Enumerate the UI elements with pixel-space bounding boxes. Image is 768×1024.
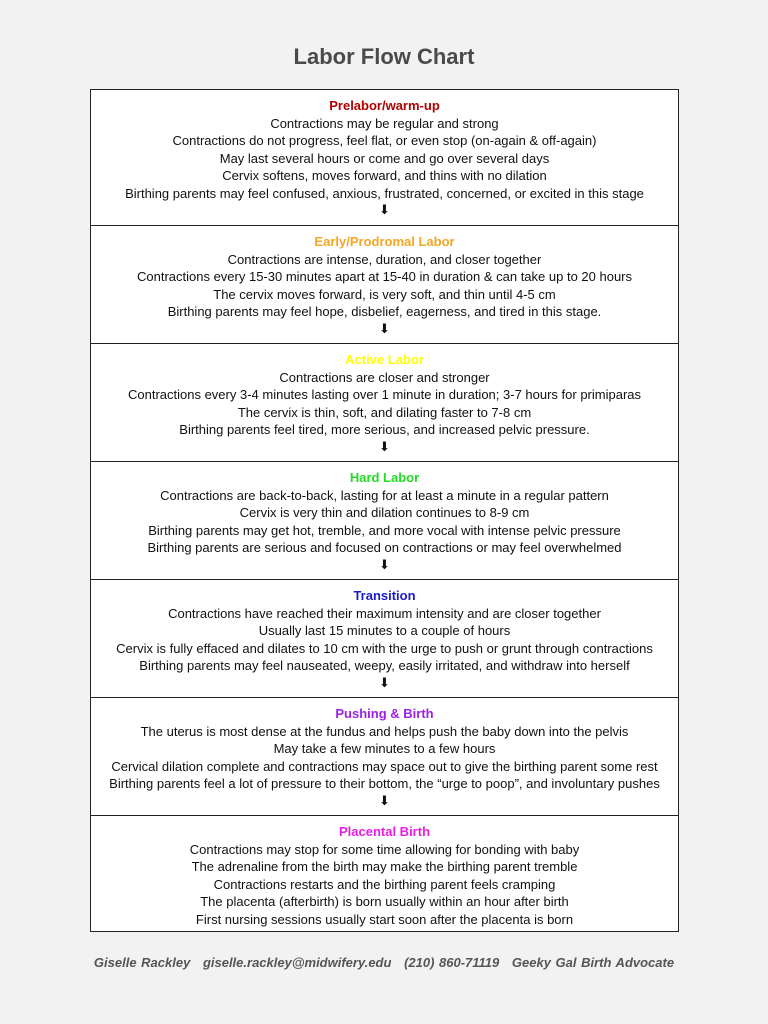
stage-line: Contractions are closer and stronger [279,369,490,385]
down-arrow-icon: ⬇ [379,792,390,808]
stage-line: Birthing parents feel tired, more serious, and increased pelvic pressure. [179,422,590,437]
stage-line: Cervix softens, moves forward, and thins with no dilation [222,168,547,183]
author-email: giselle.rackley@midwifery.edu [202,955,392,970]
stage-hard-labor [91,462,678,580]
down-arrow-icon: ⬇ [379,320,390,336]
page-title: Labor Flow Chart [293,44,475,69]
stage-title: Placental Birth [338,824,431,839]
stage-title: Hard Labor [349,470,420,485]
stage-title: Early/Prodromal Labor [314,234,455,249]
stage-title: Transition [353,588,416,603]
stage-line: Contractions restarts and the birthing parent feels cramping [213,876,556,892]
stage-line: Contractions are intense, duration, and closer together [227,251,542,267]
stage-line: Birthing parents may get hot, tremble, and more vocal with intense pelvic pressure [148,522,621,538]
stage-line: May last several hours or come and go over several days [219,150,550,166]
stage-line: The placenta (afterbirth) is born usually within an hour after birth [200,894,569,909]
stage-prelabor [91,90,678,226]
stage-line: Birthing parents may feel hope, disbelief, eagerness, and tired in this stage. [167,304,602,319]
stage-line: The uterus is most dense at the fundus and helps push the baby down into the pelvis [140,723,629,739]
down-arrow-icon: ⬇ [379,556,390,572]
stage-line: Contractions are back-to-back, lasting for at least a minute in a regular pattern [160,487,609,503]
stage-title: Prelabor/warm-up [329,98,440,113]
footer [0,955,768,970]
stage-placental-birth [91,816,678,931]
stage-title: Pushing & Birth [335,706,434,721]
stage-line: Birthing parents may feel nauseated, weepy, easily irritated, and withdraw into herself [139,658,630,673]
stage-line: The cervix is thin, soft, and dilating faster to 7-8 cm [237,404,532,420]
stage-line: First nursing sessions usually start soon after the placenta is born [195,911,574,927]
stage-title: Active Labor [345,352,424,367]
labor-flow-chart [90,89,679,932]
down-arrow-icon: ⬇ [379,202,390,217]
stage-line: Cervical dilation complete and contractions may space out to give the birthing parent some rest [111,758,658,774]
stage-line: Contractions may be regular and strong [270,115,499,131]
stage-early-labor [91,226,678,344]
stage-line: Contractions every 15-30 minutes apart at 15-40 in duration & can take up to 20 hours [136,269,632,284]
stage-line: May take a few minutes to a few hours [273,741,496,756]
stage-line: Birthing parents feel a lot of pressure to their bottom, the “urge to poop”, and involuntary pushes [109,776,660,791]
stage-pushing-birth [91,698,678,816]
stage-line: Birthing parents are serious and focused on contractions or may feel overwhelmed [147,540,622,555]
author-phone: (210) 860-71119 [404,955,500,970]
stage-line: Cervix is fully effaced and dilates to 10 cm with the urge to push or grunt through contractions [116,640,653,656]
stage-active-labor [91,344,678,462]
author-tagline: Geeky Gal Birth Advocate [511,955,675,970]
stage-line: Cervix is very thin and dilation continues to 8-9 cm [239,505,530,520]
stage-line: The cervix moves forward, is very soft, and thin until 4-5 cm [213,286,556,302]
stage-transition [91,580,678,698]
author-name: Giselle Rackley [93,955,191,970]
stage-line: Birthing parents may feel confused, anxious, frustrated, concerned, or excited in this stage [125,185,644,201]
stage-line: Contractions do not progress, feel flat, or even stop (on-again & off-again) [172,133,597,148]
stage-line: Usually last 15 minutes to a couple of hours [258,623,511,638]
down-arrow-icon: ⬇ [379,438,390,454]
down-arrow-icon: ⬇ [379,674,390,690]
stage-line: Contractions may stop for some time allowing for bonding with baby [189,841,580,857]
stage-line: Contractions every 3-4 minutes lasting over 1 minute in duration; 3-7 hours for primiparas [127,387,642,402]
stage-line: The adrenaline from the birth may make the birthing parent tremble [191,859,578,874]
stage-line: Contractions have reached their maximum intensity and are closer together [168,605,601,621]
